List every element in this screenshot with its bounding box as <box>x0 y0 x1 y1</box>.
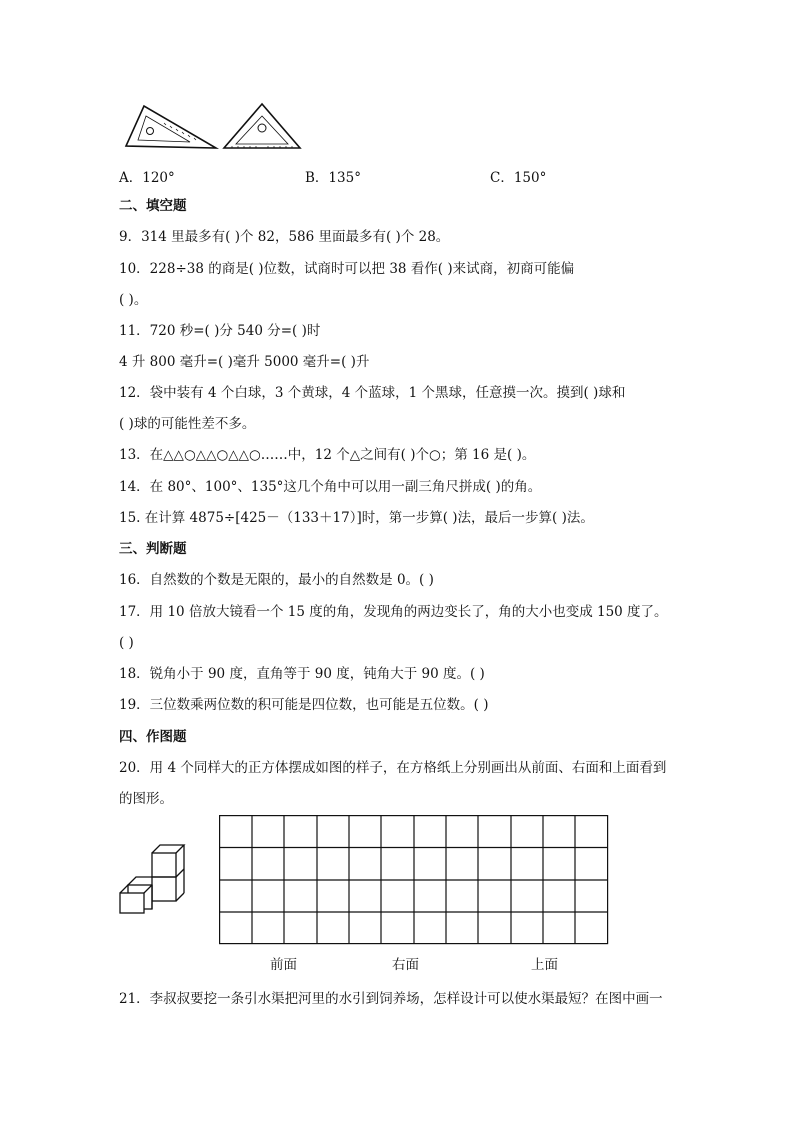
question-10-line1: 10．228÷38 的商是( )位数，试商时可以把 38 看作( )来试商，初商可能偏 <box>119 261 575 277</box>
question-21: 21．李叔叔要挖一条引水渠把河里的水引到饲养场，怎样设计可以使水渠最短？在图中画一 <box>119 991 663 1007</box>
set-square-30-60-icon <box>124 104 219 150</box>
question-17-line2: ( ) <box>119 635 134 651</box>
cube-stack-figure <box>119 844 189 914</box>
question-11-line2: 4 升 800 毫升=( )毫升 5000 毫升=( )升 <box>119 354 370 370</box>
question-17-line1: 17．用 10 倍放大镜看一个 15 度的角，发现角的两边变长了，角的大小也变成 150 度了。 <box>119 604 668 620</box>
option-b: B．135° <box>305 170 361 186</box>
section-title-draw: 四、作图题 <box>119 729 187 745</box>
question-11-line1: 11．720 秒=( )分 540 分=( )时 <box>119 323 321 339</box>
question-9: 9．314 里最多有( )个 82，586 里面最多有( )个 28。 <box>119 229 450 245</box>
question-20-line2: 的图形。 <box>119 791 173 807</box>
label-top: 上面 <box>531 957 558 973</box>
question-20-line1: 20．用 4 个同样大的正方体摆成如图的样子，在方格纸上分别画出从前面、右面和上面看到 <box>119 760 667 776</box>
grid-paper <box>219 815 609 945</box>
question-15: 15. 在计算 4875÷[425－（133＋17）]时，第一步算( )法，最后一步算( )法。 <box>119 510 594 526</box>
section-title-judge: 三、判断题 <box>119 541 187 557</box>
question-13: 13．在△△○△△○△△○……中，12 个△之间有( )个○；第 16 是( )。 <box>119 447 536 463</box>
label-right: 右面 <box>392 957 419 973</box>
section-title-fill-blank: 二、填空题 <box>119 198 187 214</box>
question-14: 14．在 80°、100°、135°这几个角中可以用一副三角尺拼成( )的角。 <box>119 479 542 495</box>
question-10-line2: ( )。 <box>119 292 148 308</box>
option-c: C．150° <box>490 170 547 186</box>
question-19: 19．三位数乘两位数的积可能是四位数，也可能是五位数。( ) <box>119 697 489 713</box>
set-square-45-icon <box>222 102 302 150</box>
option-a: A．120° <box>119 170 175 186</box>
question-12-line1: 12．袋中装有 4 个白球，3 个黄球，4 个蓝球，1 个黑球，任意摸一次。摸到( )球和 <box>119 385 626 401</box>
question-16: 16．自然数的个数是无限的，最小的自然数是 0。( ) <box>119 572 434 588</box>
label-front: 前面 <box>270 957 297 973</box>
question-18: 18．锐角小于 90 度，直角等于 90 度，钝角大于 90 度。( ) <box>119 666 485 682</box>
question-12-line2: ( )球的可能性差不多。 <box>119 416 256 432</box>
